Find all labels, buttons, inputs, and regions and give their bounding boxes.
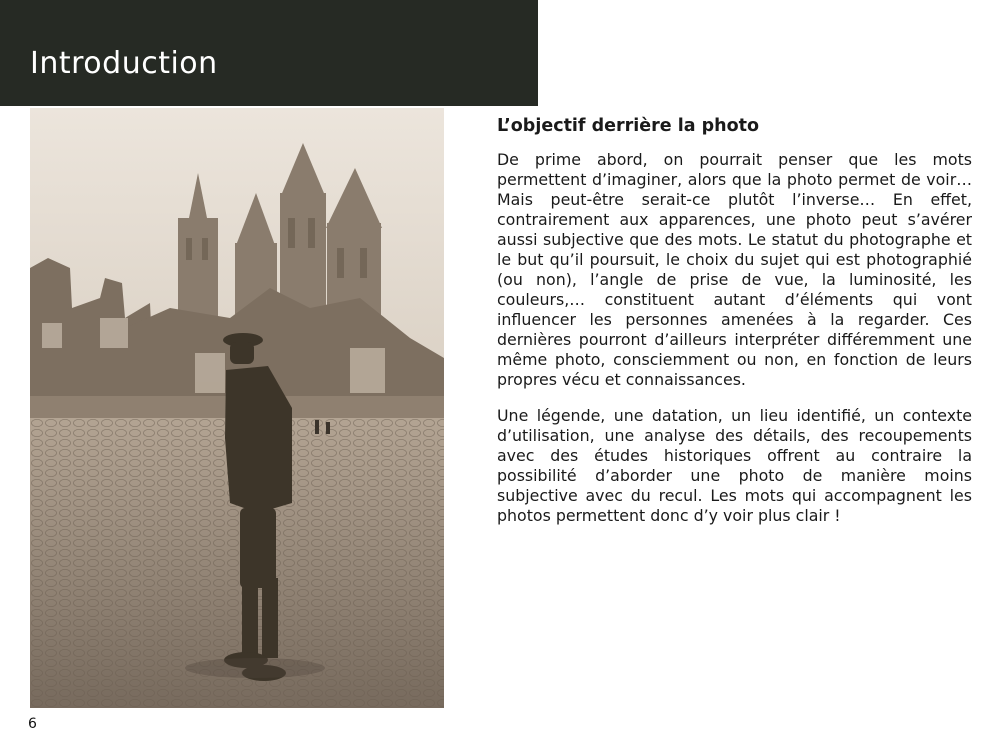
article-paragraph: Une légende, une datation, un lieu identifié, un contexte d’utilisation, une analyse des détails, des recoupements avec des études historiques offrent au contraire la possibilité d’aborder une photo de manière moins subjective avec du recul. Les mots qui accompagnent les photos permettent donc d’y voir plus clair ! [497,406,972,525]
historical-photo [30,108,444,708]
article [497,116,972,542]
article-heading: L’objectif derrière la photo [497,116,760,136]
page-number: 6 [28,716,37,732]
article-paragraph: De prime abord, on pourrait penser que les mots permettent d’imaginer, alors que la photo permet de voir… Mais peut-être serait-ce plutôt l’inverse… En effet, contrairement aux apparences, une photo peut s’avérer aussi subjective que des mots. Le statut du photographe et le but qu’il poursuit, le choix du sujet qui est photographié (ou non), l’angle de prise de vue, la luminosité, les couleurs,… constituent autant d’éléments qui vont influencer les personnes amenées à la regarder. Ces dernières pourront d’ailleurs interpréter différemment une même photo, consciemment ou non, en fonction de leurs propres vécu et connaissances. [497,150,972,389]
page-title: Introduction [30,46,218,81]
